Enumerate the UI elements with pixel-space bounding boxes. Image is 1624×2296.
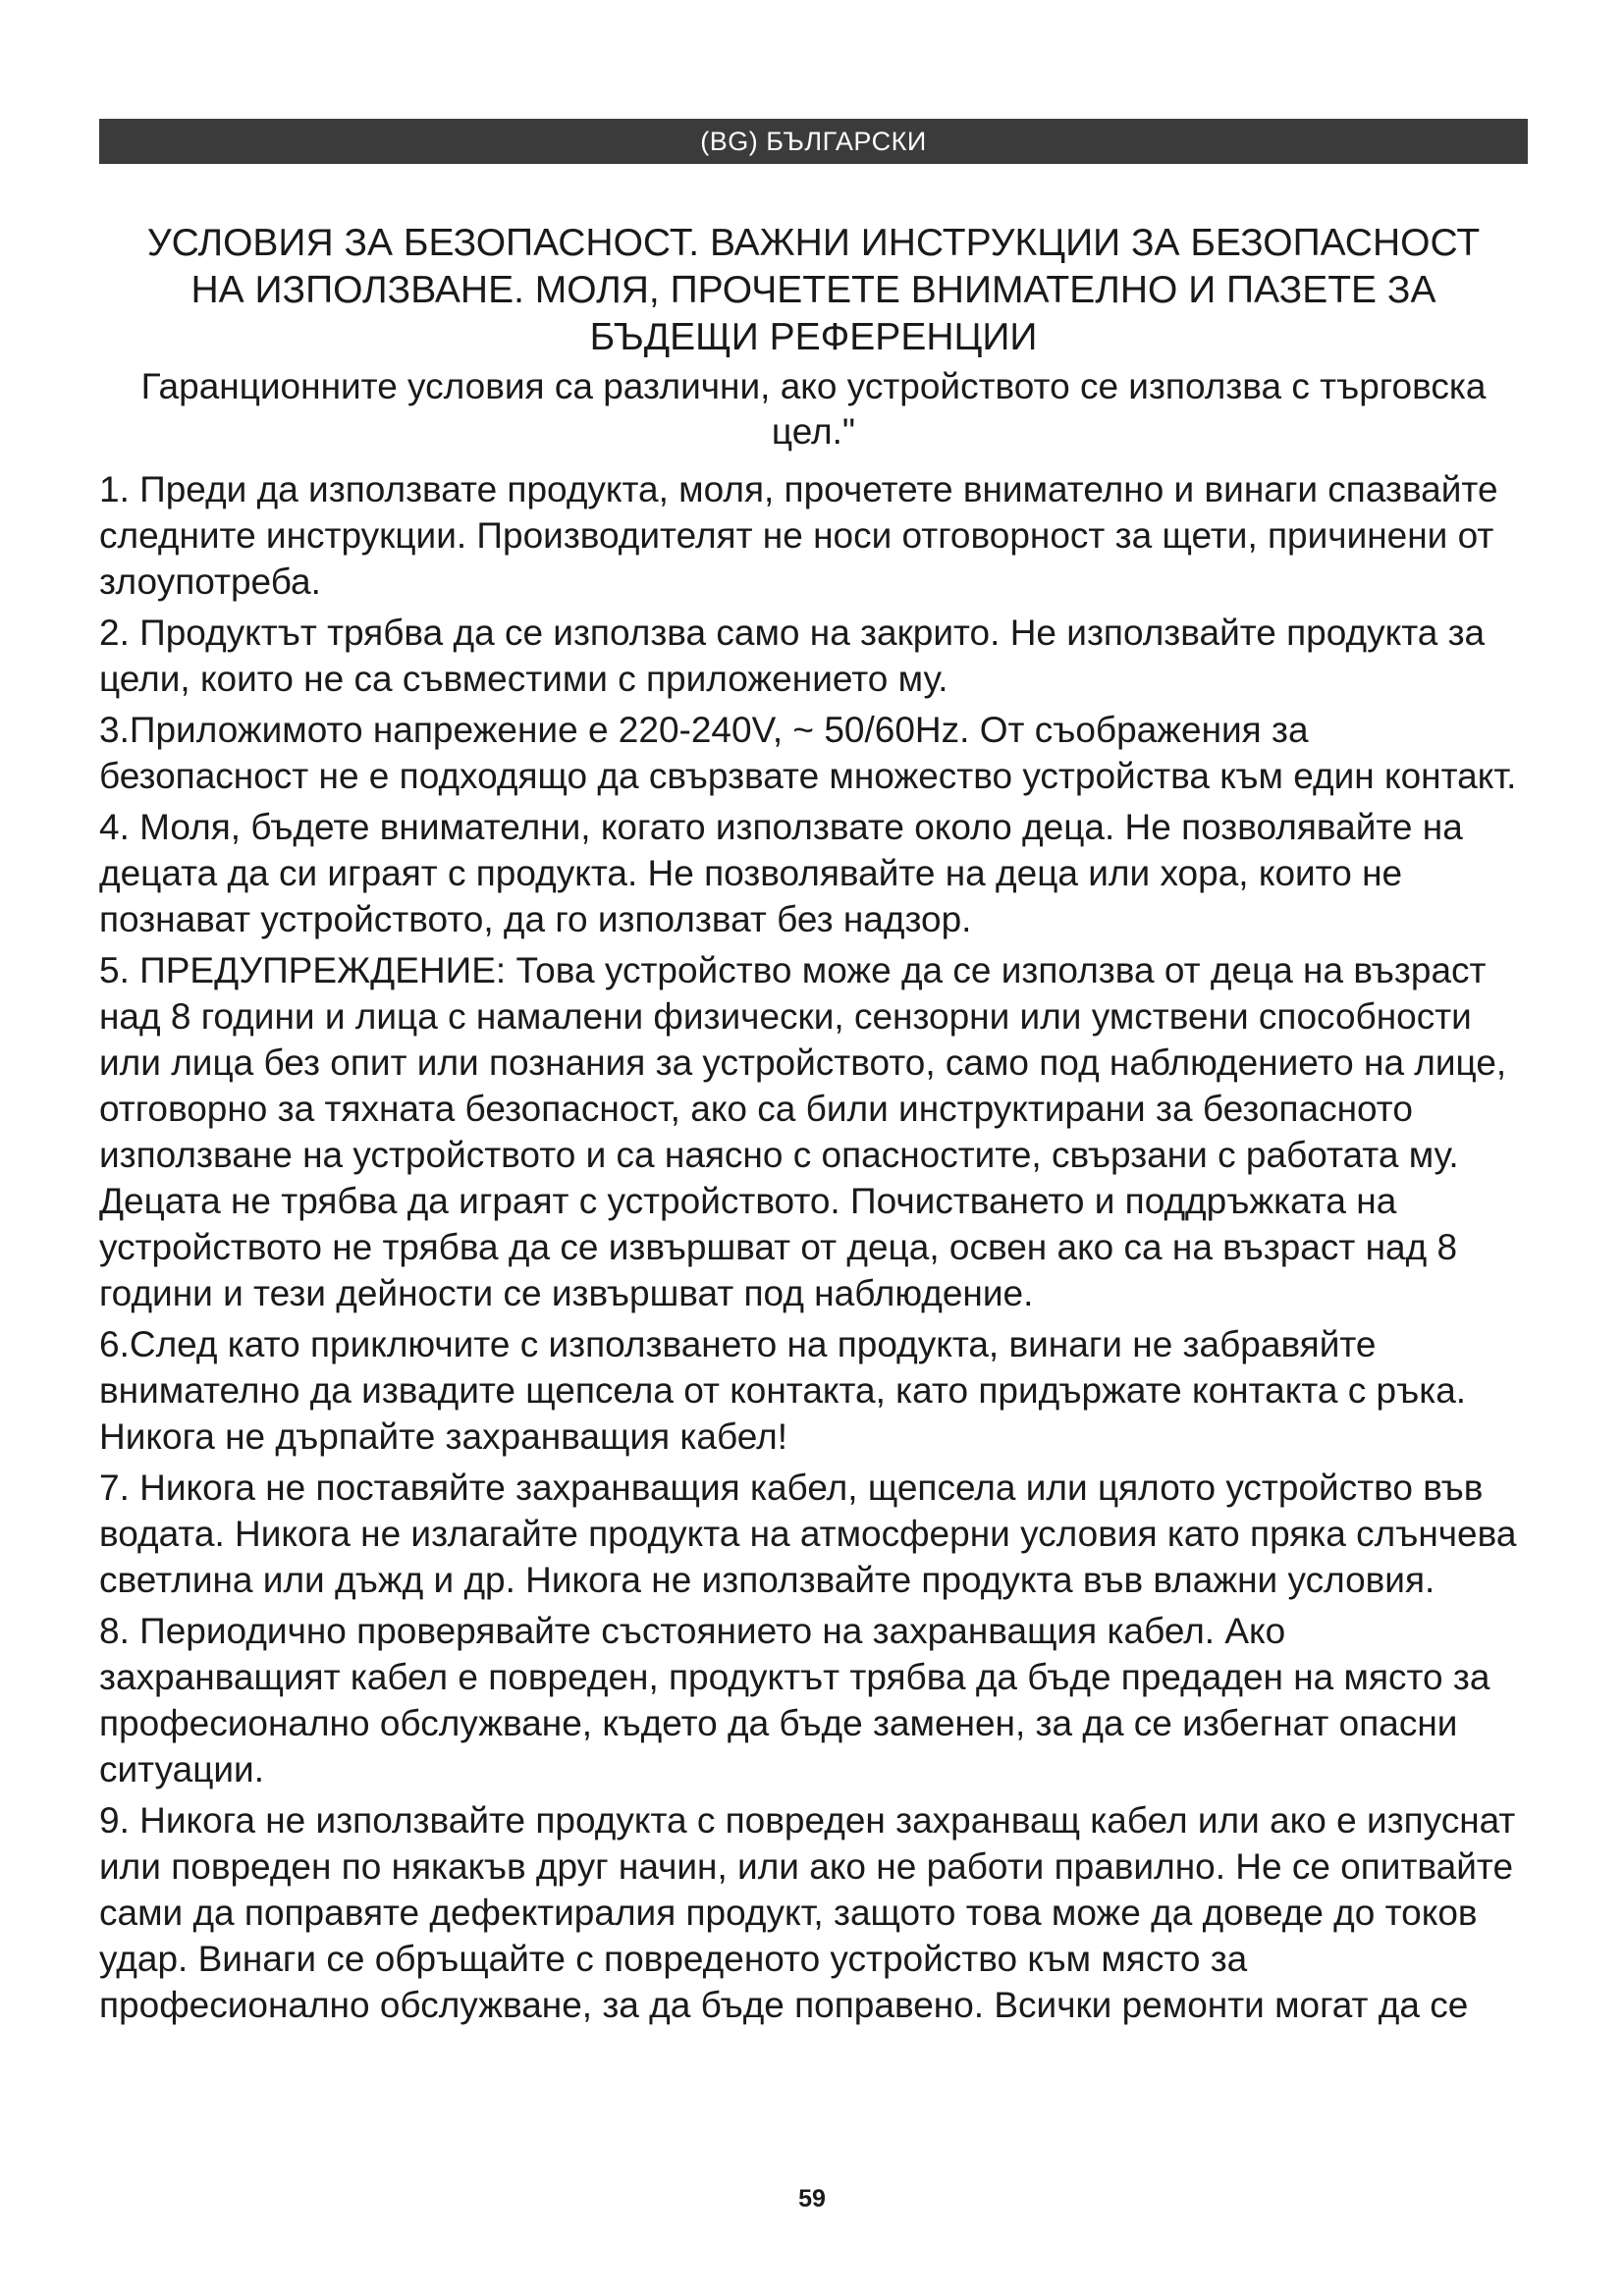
instruction-item-4: 4. Моля, бъдете внимателни, когато използвате около деца. Не позволявайте на децата да си играят с продукта. Не позволявайте на деца или хора, които не познават устройството, да го използват без надзор. xyxy=(99,807,1463,939)
instruction-item-7: 7. Никога не поставяйте захранващия кабел, щепсела или цялото устройство във водата. Никога не излагайте продукта на атмосферни условия като пряка слънчева светлина или дъжд и др. Никога не използвайте продукта във влажни условия. xyxy=(99,1468,1517,1600)
instruction-item-3: 3.Приложимото напрежение е 220-240V, ~ 50/60Hz. От съображения за безопасност не е подходящо да свързвате множество устройства към един контакт. xyxy=(99,710,1517,796)
warranty-note: Гаранционните условия са различни, ако устройството се използва с търговска цел." xyxy=(140,366,1487,452)
instruction-item-9: 9. Никога не използвайте продукта с повреден захранващ кабел или ако е изпуснат или повреден по някакъв друг начин, или ако не работи правилно. Не се опитвайте сами да поправяте дефектиралия продукт, защото това може да доведе до токов удар. Винаги се обръщайте с повреденото устройство към място за професионално обслужване, за да бъде поправено. Всички ремонти могат да се xyxy=(99,1800,1516,2025)
instruction-list xyxy=(99,466,1528,2028)
language-header-bar: (BG) БЪЛГАРСКИ xyxy=(99,119,1528,164)
page-content xyxy=(99,220,1528,2033)
instruction-item-6: 6.След като приключите с използването на продукта, винаги не забравяйте внимателно да извадите щепсела от контакта, като придържате контакта с ръка. Никога не дърпайте захранващия кабел! xyxy=(99,1324,1467,1457)
instruction-item-8: 8. Периодично проверявайте състоянието на захранващия кабел. Ако захранващият кабел е повреден, продуктът трябва да бъде предаден на място за професионално обслужване, където да бъде заменен, за да се избегнат опасни ситуации. xyxy=(99,1611,1490,1789)
page-number: 59 xyxy=(798,2185,826,2213)
safety-title: УСЛОВИЯ ЗА БЕЗОПАСНОСТ. ВАЖНИ ИНСТРУКЦИИ ЗА БЕЗОПАСНОСТ НА ИЗПОЛЗВАНЕ. МОЛЯ, ПРОЧЕТЕТЕ ВНИМАТЕЛНО И ПАЗЕТЕ ЗА БЪДЕЩИ РЕФЕРЕНЦИИ xyxy=(146,222,1481,358)
instruction-item-5: 5. ПРЕДУПРЕЖДЕНИЕ: Това устройство може да се използва от деца на възраст над 8 години и лица с намалени физически, сензорни или умствени способности или лица без опит или познания за устройството, само под наблюдението на лице, отговорно за тяхната безопасност, ако са били инструктирани за безопасното използване на устройството и са наясно с опасностите, свързани с работата му. Децата не трябва да играят с устройството. Почистването и поддръжката на устройството не трябва да се извършват от деца, освен ако са на възраст над 8 години и тези дейности се извършват под наблюдение. xyxy=(99,950,1507,1313)
instruction-item-2: 2. Продуктът трябва да се използва само на закрито. Не използвайте продукта за цели, които не са съвместими с приложението му. xyxy=(99,613,1486,699)
instruction-item-1: 1. Преди да използвате продукта, моля, прочетете внимателно и винаги спазвайте следните инструкции. Производителят не носи отговорност за щети, причинени от злоупотреба. xyxy=(99,469,1498,602)
